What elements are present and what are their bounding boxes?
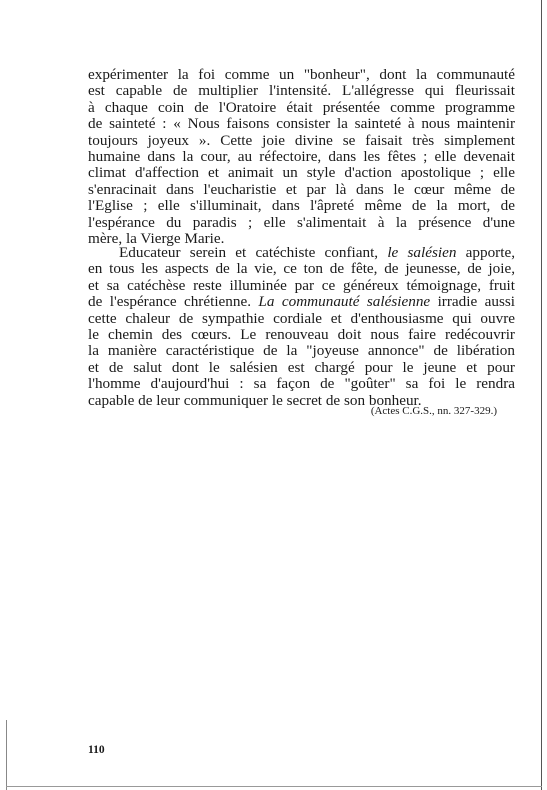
text-line: l'Eglise ; elle s'illuminait, dans l'âpreté même de la mort, de [88,197,515,215]
text-line: et sa catéchèse reste illuminée par ce généreux témoignage, fruit [88,276,515,294]
text-line: la manière caractéristique de la "joyeuse annonce" de libération [88,342,515,360]
text-line: humaine dans la cour, au réfectoire, dans les fêtes ; elle devenait [88,148,515,166]
text-line [88,294,515,310]
emphasis-communaute: La communauté salésienne [258,293,431,311]
text-line: et de salut dont le salésien est chargé pour le jeune et pour [88,358,515,376]
text-line: à chaque coin de l'Oratoire était présentée comme programme [88,98,515,116]
emphasis-salesien: le salésien [387,244,457,261]
page-number: 110 [88,744,105,756]
text-line: climat d'affection et animait un style d'action apostolique ; elle [88,164,515,182]
page-edge-left [6,720,7,790]
text-line: cette chaleur de sympathie cordiale et d'enthousiasme qui ouvre [88,309,515,327]
text-line: capable de leur communiquer le secret de son bonheur. [88,391,422,409]
text-line: de sainteté : « Nous faisons consister la sainteté à nous maintenir [88,115,515,133]
page-edge-bottom [6,786,542,787]
text-line: s'enracinait dans l'eucharistie et par là dans le cœur même de [88,180,515,198]
text-segment: Educateur serein et catéchiste confiant, [119,244,388,261]
text-line: l'espérance du paradis ; elle s'alimentait à la présence d'une [88,213,515,231]
text-line: le chemin des cœurs. Le renouveau doit nous faire redécouvrir [88,326,515,344]
text-line: toujours joyeux ». Cette joie divine se faisait très simplement [88,131,515,149]
paragraph-2 [88,245,515,409]
text-line: est capable de multiplier l'intensité. L'allégresse qui fleurissait [88,82,515,100]
text-line: mère, la Vierge Marie. [88,230,225,248]
source-reference: (Actes C.G.S., nn. 327-329.) [370,405,497,417]
text-segment: de l'espérance chrétienne. [88,293,259,311]
text-line: expérimenter la foi comme un "bonheur", dont la communauté [88,66,515,83]
text-segment: irradie aussi [430,293,515,311]
text-line: en tous les aspects de la vie, ce ton de fête, de jeunesse, de joie, [88,260,515,278]
text-segment: apporte, [456,244,515,261]
paragraph-1 [88,67,515,247]
page-edge-right [541,0,542,790]
text-line [88,245,515,261]
text-line: l'homme d'aujourd'hui : sa façon de "goûter" sa foi le rendra [88,375,515,393]
